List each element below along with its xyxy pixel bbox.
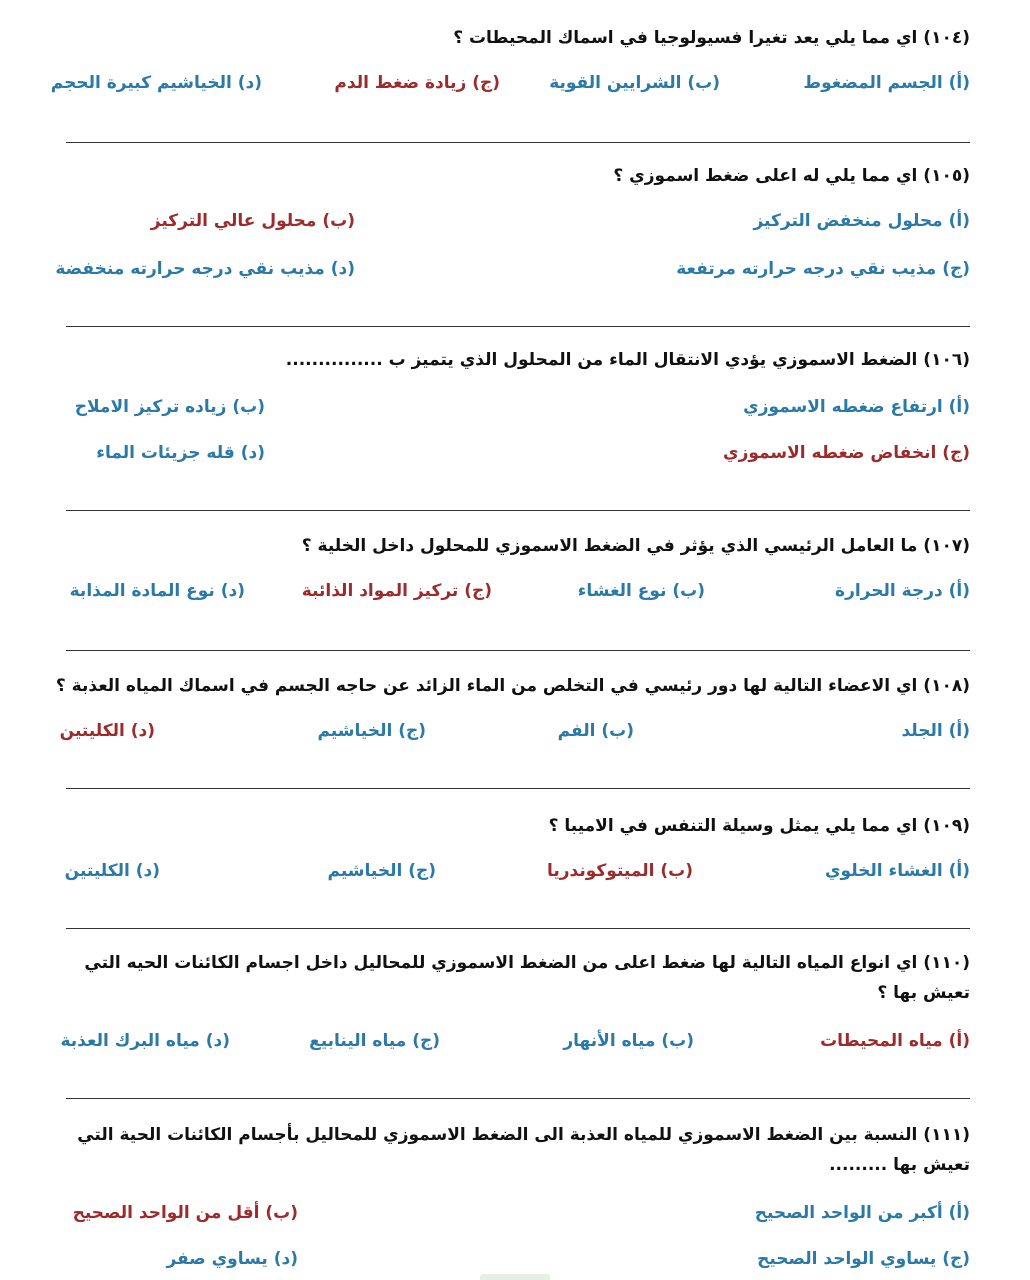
question-106: (١٠٦) الضغط الاسموزي يؤدي الانتقال الماء من المحلول الذي يتميز ب ............... bbox=[285, 350, 970, 370]
q105-option-b: (ب) محلول عالي التركيز bbox=[150, 211, 355, 231]
separator bbox=[66, 510, 970, 511]
q107-option-d: (د) نوع المادة المذابة bbox=[69, 581, 245, 601]
question-105: (١٠٥) اي مما يلي له اعلى ضغط اسموزي ؟ bbox=[613, 166, 970, 186]
q108-option-a: (أ) الجلد bbox=[901, 721, 970, 741]
separator bbox=[66, 650, 970, 651]
q107-option-c: (ج) تركيز المواد الذائبة bbox=[301, 581, 492, 601]
q109-option-b: (ب) الميتوكوندريا bbox=[547, 861, 693, 881]
q106-option-b: (ب) زياده تركيز الاملاح bbox=[74, 397, 265, 417]
q105-option-d: (د) مذيب نقي درجه حرارته منخفضة bbox=[55, 259, 355, 279]
q110-option-b: (ب) مياه الأنهار bbox=[563, 1031, 694, 1051]
q111-option-d: (د) يساوي صفر bbox=[166, 1249, 298, 1269]
q104-option-c: (ج) زيادة ضغط الدم bbox=[334, 73, 500, 93]
question-109: (١٠٩) اي مما يلي يمثل وسيلة التنفس في الاميبا ؟ bbox=[548, 816, 970, 836]
separator bbox=[66, 326, 970, 327]
q104-option-b: (ب) الشرايين القوية bbox=[549, 73, 720, 93]
q109-option-a: (أ) الغشاء الخلوي bbox=[824, 861, 970, 881]
separator bbox=[66, 928, 970, 929]
q106-option-a: (أ) ارتفاع ضغطه الاسموزي bbox=[743, 397, 970, 417]
question-111: (١١١) النسبة بين الضغط الاسموزي للمياه العذبة الى الضغط الاسموزي للمحاليل بأجسام الكائنات الحية التي تعيش بها ......... bbox=[77, 1125, 970, 1175]
q108-option-c: (ج) الخياشيم bbox=[317, 721, 426, 741]
question-107: (١٠٧) ما العامل الرئيسي الذي يؤثر في الضغط الاسموزي للمحلول داخل الخلية ؟ bbox=[301, 536, 970, 556]
question-104: (١٠٤) اي مما يلي يعد تغيرا فسيولوجيا في اسماك المحيطات ؟ bbox=[453, 28, 970, 48]
separator bbox=[66, 788, 970, 789]
separator bbox=[66, 1098, 970, 1099]
q106-option-c: (ج) انخفاض ضغطه الاسموزي bbox=[722, 443, 970, 463]
q109-option-c: (ج) الخياشيم bbox=[327, 861, 436, 881]
page-bottom-tab bbox=[480, 1274, 550, 1280]
q108-option-d: (د) الكليتين bbox=[59, 721, 155, 741]
q107-option-b: (ب) نوع الغشاء bbox=[577, 581, 705, 601]
q111-option-a: (أ) أكبر من الواحد الصحيح bbox=[754, 1203, 970, 1223]
q106-option-d: (د) قله جزيئات الماء bbox=[96, 443, 265, 463]
q104-option-a: (أ) الجسم المضغوط bbox=[803, 73, 970, 93]
question-110: (١١٠) اي انواع المياه التالية لها ضغط اعلى من الضغط الاسموزي للمحاليل داخل اجسام الكائنات الحيه التي تعيش بها ؟ bbox=[84, 953, 970, 1003]
q105-option-c: (ج) مذيب نقي درجه حرارته مرتفعة bbox=[676, 259, 970, 279]
q107-option-a: (أ) درجة الحرارة bbox=[835, 581, 970, 601]
q111-option-c: (ج) يساوي الواحد الصحيح bbox=[757, 1249, 970, 1269]
separator bbox=[66, 142, 970, 143]
q108-option-b: (ب) الفم bbox=[557, 721, 634, 741]
q110-option-c: (ج) مياه الينابيع bbox=[309, 1031, 440, 1051]
q109-option-d: (د) الكليتين bbox=[64, 861, 160, 881]
q110-option-a: (أ) مياه المحيطات bbox=[820, 1031, 970, 1051]
q111-option-b: (ب) أقل من الواحد الصحيح bbox=[72, 1203, 298, 1223]
q110-option-d: (د) مياه البرك العذبة bbox=[60, 1031, 230, 1051]
q104-option-d: (د) الخياشيم كبيرة الحجم bbox=[50, 73, 262, 93]
q105-option-a: (أ) محلول منخفض التركيز bbox=[753, 211, 970, 231]
question-108: (١٠٨) اي الاعضاء التالية لها دور رئيسي في التخلص من الماء الزائد عن حاجه الجسم في اسماك المياه العذبة ؟ bbox=[55, 676, 970, 696]
